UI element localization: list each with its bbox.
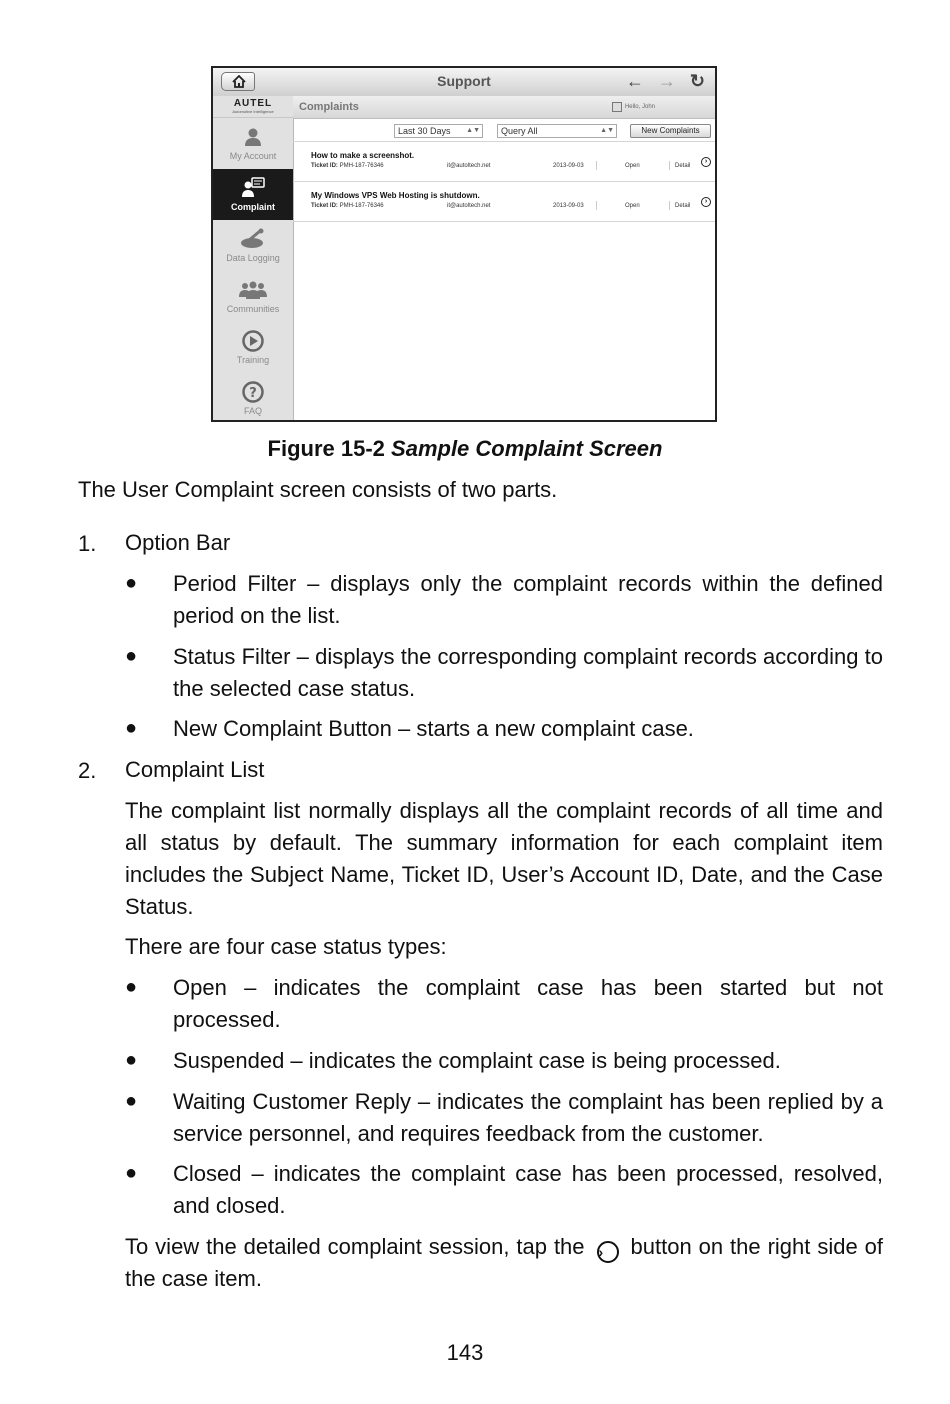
bullet-text: Status Filter – displays the corresponding complaint records according to the selected case status. (173, 644, 883, 701)
detail-arrow-icon[interactable]: › (701, 197, 711, 207)
complaint-row[interactable]: My Windows VPS Web Hosting is shutdown. Ticket ID: PMH-187-76346 it@autoltech.net 2013-09-03 Open Detail › (293, 182, 715, 222)
divider (669, 161, 670, 170)
bullet-text: New Complaint Button – starts a new complaint case. (173, 716, 694, 741)
dropdown-arrow-icon: ▲▼ (466, 127, 480, 134)
sidebar-item-my-account[interactable]: My Account (213, 118, 293, 169)
communities-icon (238, 280, 268, 300)
question-icon (242, 381, 264, 403)
play-icon (242, 330, 264, 352)
user-greeting: Hello, John (612, 102, 655, 112)
section-number: 1. (78, 531, 97, 556)
bullet: ● (125, 717, 138, 739)
closing-text: To view the detailed complaint session, tap the › button on the right side of the case item. (125, 1234, 883, 1291)
sidebar-item-faq[interactable]: ? FAQ (213, 373, 293, 422)
user-icon (243, 127, 263, 147)
bullet: ● (125, 1090, 138, 1112)
bullet-text: Waiting Customer Reply – indicates the complaint has been replied by a service personnel, and requires feedback from the customer. (173, 1089, 883, 1146)
sidebar-item-communities[interactable]: Communities (213, 271, 293, 322)
page-number: 143 (446, 1340, 484, 1365)
intro-text: The User Complaint screen consists of two parts. (78, 477, 558, 502)
sidebar-item-complaint[interactable]: Complaint (213, 169, 293, 220)
bullet: ● (125, 645, 138, 667)
bullet: ● (125, 572, 138, 594)
bullet-text: Period Filter – displays only the complaint records within the defined period on the list. (173, 571, 883, 628)
autel-logo: AUTEL Automotive Intelligence (213, 96, 293, 118)
period-filter[interactable]: Last 30 Days ▲▼ (394, 124, 483, 138)
bullet-text: Closed – indicates the complaint case has been processed, resolved, and closed. (173, 1161, 883, 1218)
detail-arrow-icon: › (597, 1241, 619, 1263)
complaint-row[interactable]: How to make a screenshot. Ticket ID: PMH-187-76346 it@autoltech.net 2013-09-03 Open Detail › (293, 142, 715, 182)
section-title: Complaint List (125, 757, 265, 782)
complaints-title: Complaints (299, 101, 359, 113)
sidebar-item-training[interactable]: Training (213, 322, 293, 373)
bullet-text: Suspended – indicates the complaint case is being processed. (173, 1048, 781, 1073)
complaints-header (293, 96, 715, 119)
complaint-icon (241, 177, 265, 199)
option-bar (293, 119, 715, 142)
status-types-intro: There are four case status types: (125, 934, 447, 959)
bullet: ● (125, 1162, 138, 1184)
bullet: ● (125, 976, 138, 998)
divider (669, 201, 670, 210)
complaint-list-description: The complaint list normally displays all the complaint records of all time and all status by default. The summary information for each complaint item includes the Subject Name, Ticket ID, User’s Account ID, Date, and the Case Status. (125, 798, 883, 919)
section-title: Option Bar (125, 530, 231, 555)
detail-arrow-icon[interactable]: › (701, 157, 711, 167)
divider (596, 161, 597, 170)
section-number: 2. (78, 758, 97, 783)
app-titlebar (213, 68, 715, 97)
new-complaint-button[interactable]: New Complaints (630, 124, 711, 138)
figure-caption: Figure 15-2 Sample Complaint Screen (267, 436, 663, 461)
divider (596, 201, 597, 210)
refresh-icon[interactable]: ↻ (689, 71, 705, 91)
sidebar-item-data-logging[interactable]: Data Logging (213, 220, 293, 271)
status-filter[interactable]: Query All ▲▼ (497, 124, 617, 138)
data-logging-icon (240, 228, 266, 250)
bullet: ● (125, 1049, 138, 1071)
complaints-panel (293, 96, 715, 420)
sidebar (213, 96, 294, 420)
bullet-text: Open – indicates the complaint case has been started but not processed. (173, 975, 883, 1032)
complaint-screenshot (211, 66, 717, 422)
app-title: Support (437, 73, 491, 89)
user-avatar-icon (612, 102, 622, 112)
forward-arrow-icon[interactable]: → (657, 71, 676, 91)
svg-text:?: ? (249, 386, 257, 401)
dropdown-arrow-icon: ▲▼ (600, 127, 614, 134)
back-arrow-icon[interactable]: ← (625, 71, 644, 91)
